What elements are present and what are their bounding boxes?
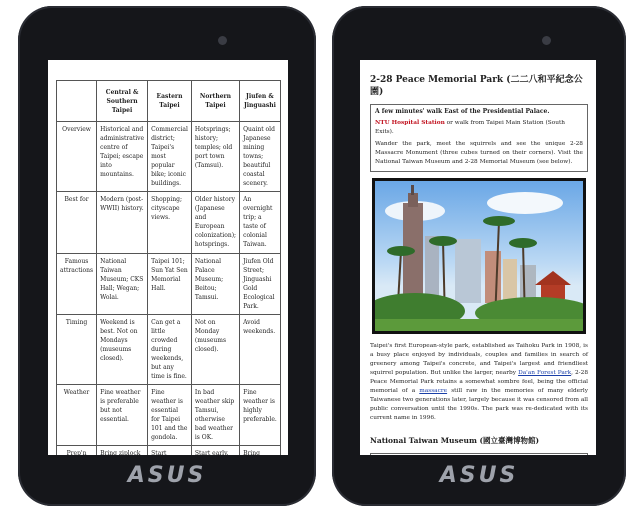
article-title: 2-28 Peace Memorial Park (二二八和平紀念公園) (370, 75, 583, 97)
table-cell: Historical and administrative centre of Taipei; escape into mountains. (97, 122, 148, 192)
asus-logo: ASUS (127, 463, 207, 488)
daan-park-link[interactable]: Da'an Forest Park (518, 370, 572, 376)
museum-info-box (370, 453, 588, 455)
info-box-heading: A few minutes' walk East of the Presidential Palace. (375, 108, 550, 115)
table-cell: Fine weather is essential for Taipei 101 and the gondola. (148, 385, 192, 446)
column-header: Eastern Taipei (148, 81, 192, 122)
column-header: Jiufen & Jinguashi (240, 81, 281, 122)
table-cell: Start early. (191, 446, 239, 456)
table-cell: Start (148, 446, 192, 456)
table-cell: National Palace Museum; Beitou; Tamsui. (191, 254, 239, 315)
table-cell: Weekend is best. Not on Mondays (museums closed). (97, 315, 148, 385)
table-cell: Fine weather is preferable but not essential. (97, 385, 148, 446)
row-label: Timing (57, 315, 97, 385)
table-row (57, 446, 281, 456)
table-cell: Bring ziplock (97, 446, 148, 456)
right-tablet (332, 6, 626, 506)
table-cell: Not on Monday (museums closed). (191, 315, 239, 385)
intro-paragraph: Wander the park, meet the squirrels and see the unique 2-28 Massacre Monument (three cubes turned on their corners). Visit the National Taiwan Museum and 2-28 Memorial Museum (see below). (375, 141, 583, 165)
column-header: Northern Taipei (191, 81, 239, 122)
camera-lens (542, 36, 551, 45)
table-row (57, 315, 281, 385)
row-label: Weather (57, 385, 97, 446)
table-row (57, 254, 281, 315)
table-cell: National Taiwan Museum; CKS Hall; Wegan; Wolai. (97, 254, 148, 315)
left-tablet (18, 6, 316, 506)
table-row (57, 385, 281, 446)
row-label: Prep'n (57, 446, 97, 456)
table-cell: Modern (post-WWII) history. (97, 192, 148, 254)
column-header: Central & Southern Taipei (97, 81, 148, 122)
info-box (370, 104, 588, 172)
table-cell: Older history (Japanese and European colonization); hotsprings. (191, 192, 239, 254)
right-tablet-screen[interactable] (360, 60, 596, 455)
table-cell: Taipei 101; Sun Yat Sen Memorial Hall. (148, 254, 192, 315)
row-label: Overview (57, 122, 97, 192)
table-cell: Quaint old Japanese mining towns; beautiful coastal scenery. (240, 122, 281, 192)
article (360, 60, 596, 455)
left-tablet-screen[interactable] (48, 60, 288, 455)
row-label: Famous attractions (57, 254, 97, 315)
table-header-row (57, 81, 281, 122)
station-link[interactable]: NTU Hospital Station (375, 120, 445, 126)
massacre-link[interactable]: massacre (419, 388, 448, 394)
skyline-illustration (375, 181, 583, 331)
table-cell: Hotsprings; history; temples; old port town (Tamsui). (191, 122, 239, 192)
corner-cell (57, 81, 97, 122)
station-text: or walk from Taipei Main Station (South Exits). (375, 120, 566, 135)
asus-logo: ASUS (439, 463, 519, 488)
row-label: Best for (57, 192, 97, 254)
table-cell: In bad weather skip Tamsui, otherwise bad weather is OK. (191, 385, 239, 446)
table-row (57, 122, 281, 192)
park-photo (372, 178, 586, 334)
history-paragraph: Taipei's first European-style park, established as Taihoku Park in 1908, is a busy place enjoyed by individuals, couples and families in search of greenery among Taipei's concrete, and Taipei's largest and friendliest squirrel population. But unlike the larger, nearby Da'an Forest Park, 2-28 Peace Memorial Park retains a somewhat sombre feel, being the official memorial of a massacre still raw in the memories of many elderly Taiwanese two generations later, largely because it was censored from all public conversation until the 1990s. The park was re-dedicated with its current name in 1996. (370, 343, 589, 421)
camera-lens (218, 36, 227, 45)
table-cell: Fine weather is highly preferable. (240, 385, 281, 446)
table-cell: Shopping; cityscape views. (148, 192, 192, 254)
table-cell: Commercial district; Taipei's most popular bike; iconic buildings. (148, 122, 192, 192)
table-cell: Can get a little crowded during weekends, but any time is fine. (148, 315, 192, 385)
table-cell: Avoid weekends. (240, 315, 281, 385)
table-cell: Jiufen Old Street; Jinguashi Gold Ecological Park. (240, 254, 281, 315)
section-subheading: National Taiwan Museum (國立臺灣博物館) (370, 436, 540, 445)
comparison-table (56, 80, 281, 455)
table-cell: Bring (240, 446, 281, 456)
table-row (57, 192, 281, 254)
table-cell: An overnight trip; a taste of colonial Taiwan. (240, 192, 281, 254)
